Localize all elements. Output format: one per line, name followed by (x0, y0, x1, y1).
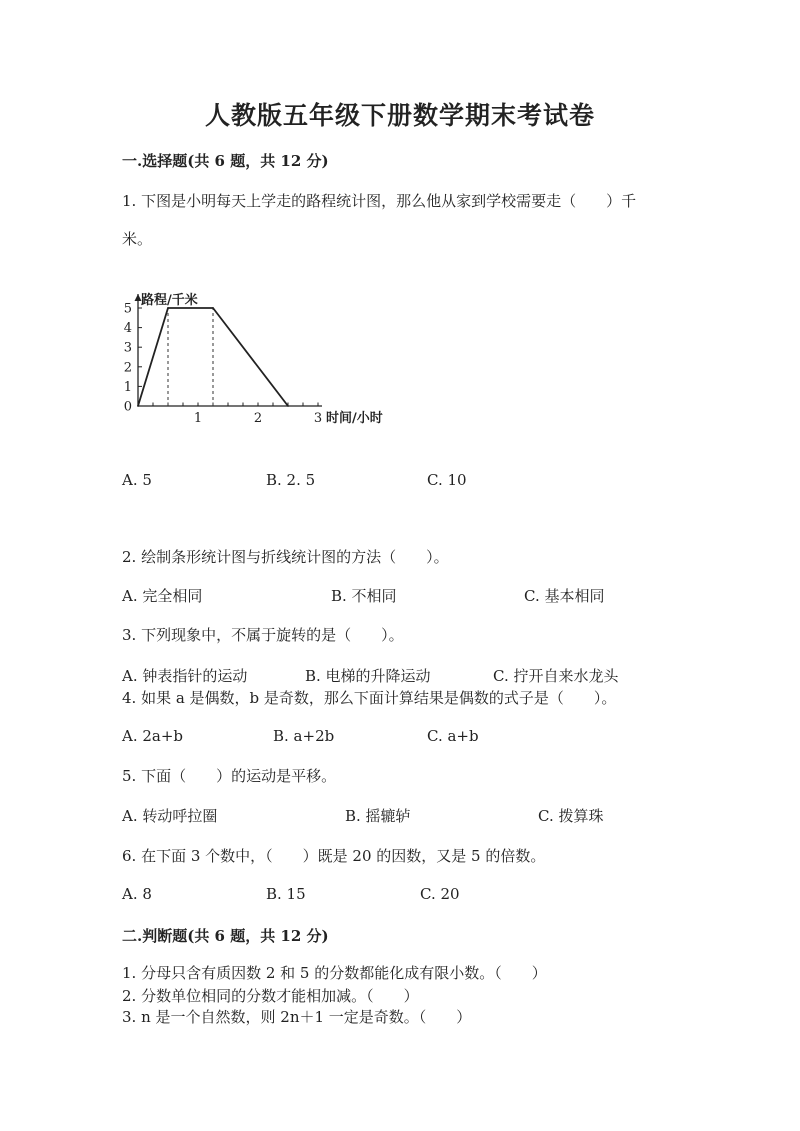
q3-option-b: B. 电梯的升降运动 (305, 667, 431, 685)
q1-option-a: A. 5 (122, 471, 152, 489)
y-tick-label: 0 (123, 399, 132, 415)
question-1-line-2: 米。 (122, 230, 153, 248)
y-tick-label: 2 (123, 360, 132, 376)
q3-option-c: C. 拧开自来水龙头 (493, 667, 619, 685)
section1-heading: 一.选择题(共 6 题，共 12 分) (122, 152, 329, 170)
y-axis-label: 路程/千米 (141, 293, 198, 308)
q3-option-a: A. 钟表指针的运动 (122, 667, 248, 685)
question-3: 3. 下列现象中，不属于旋转的是（ ）。 (122, 626, 404, 644)
question-6: 6. 在下面 3 个数中，（ ）既是 20 的因数，又是 5 的倍数。 (122, 847, 546, 865)
q4-option-c: C. a+b (427, 727, 479, 745)
data-point (287, 405, 289, 407)
y-tick-label: 3 (123, 340, 132, 356)
question-5: 5. 下面（ ）的运动是平移。 (122, 767, 337, 785)
judgement-2: 2. 分数单位相同的分数才能相加减。（ ） (122, 987, 419, 1005)
chart-axes (135, 294, 323, 406)
x-tick-label: 2 (253, 411, 263, 426)
judgement-3: 3. n 是一个自然数，则 2n＋1 一定是奇数。（ ） (122, 1008, 472, 1026)
chart-guides (168, 308, 213, 406)
y-tick-label: 4 (123, 321, 132, 337)
q4-option-a: A. 2a+b (122, 727, 184, 745)
question-2: 2. 绘制条形统计图与折线统计图的方法（ ）。 (122, 548, 449, 566)
q1-option-c: C. 10 (427, 471, 467, 489)
y-tick-label: 5 (123, 301, 132, 317)
q2-option-a: A. 完全相同 (122, 587, 203, 605)
q6-option-a: A. 8 (122, 885, 152, 903)
x-axis-label: 时间/小时 (326, 411, 383, 426)
data-point (212, 307, 214, 309)
q1-option-b: B. 2. 5 (266, 471, 316, 489)
section2-heading: 二.判断题(共 6 题，共 12 分) (122, 927, 329, 945)
q6-option-b: B. 15 (266, 885, 306, 903)
q5-option-a: A. 转动呼拉圈 (122, 807, 218, 825)
judgement-1: 1. 分母只含有质因数 2 和 5 的分数都能化成有限小数。（ ） (122, 964, 547, 982)
distance-time-chart (112, 275, 422, 440)
question-1-line-1: 1. 下图是小明每天上学走的路程统计图，那么他从家到学校需要走（ ）千 (122, 192, 637, 210)
q5-option-b: B. 摇辘轳 (345, 807, 411, 825)
q2-option-c: C. 基本相同 (524, 587, 605, 605)
y-tick-label: 1 (123, 379, 132, 395)
q2-option-b: B. 不相同 (331, 587, 397, 605)
x-tick-label: 3 (313, 411, 323, 426)
q5-option-c: C. 拨算珠 (538, 807, 604, 825)
x-tick-label: 1 (193, 411, 203, 426)
question-4: 4. 如果 a 是偶数，b 是奇数，那么下面计算结果是偶数的式子是（ ）。 (122, 689, 617, 707)
data-point (137, 405, 139, 407)
q6-option-c: C. 20 (420, 885, 460, 903)
q4-option-b: B. a+2b (273, 727, 335, 745)
page-title: 人教版五年级下册数学期末考试卷 (204, 101, 595, 130)
